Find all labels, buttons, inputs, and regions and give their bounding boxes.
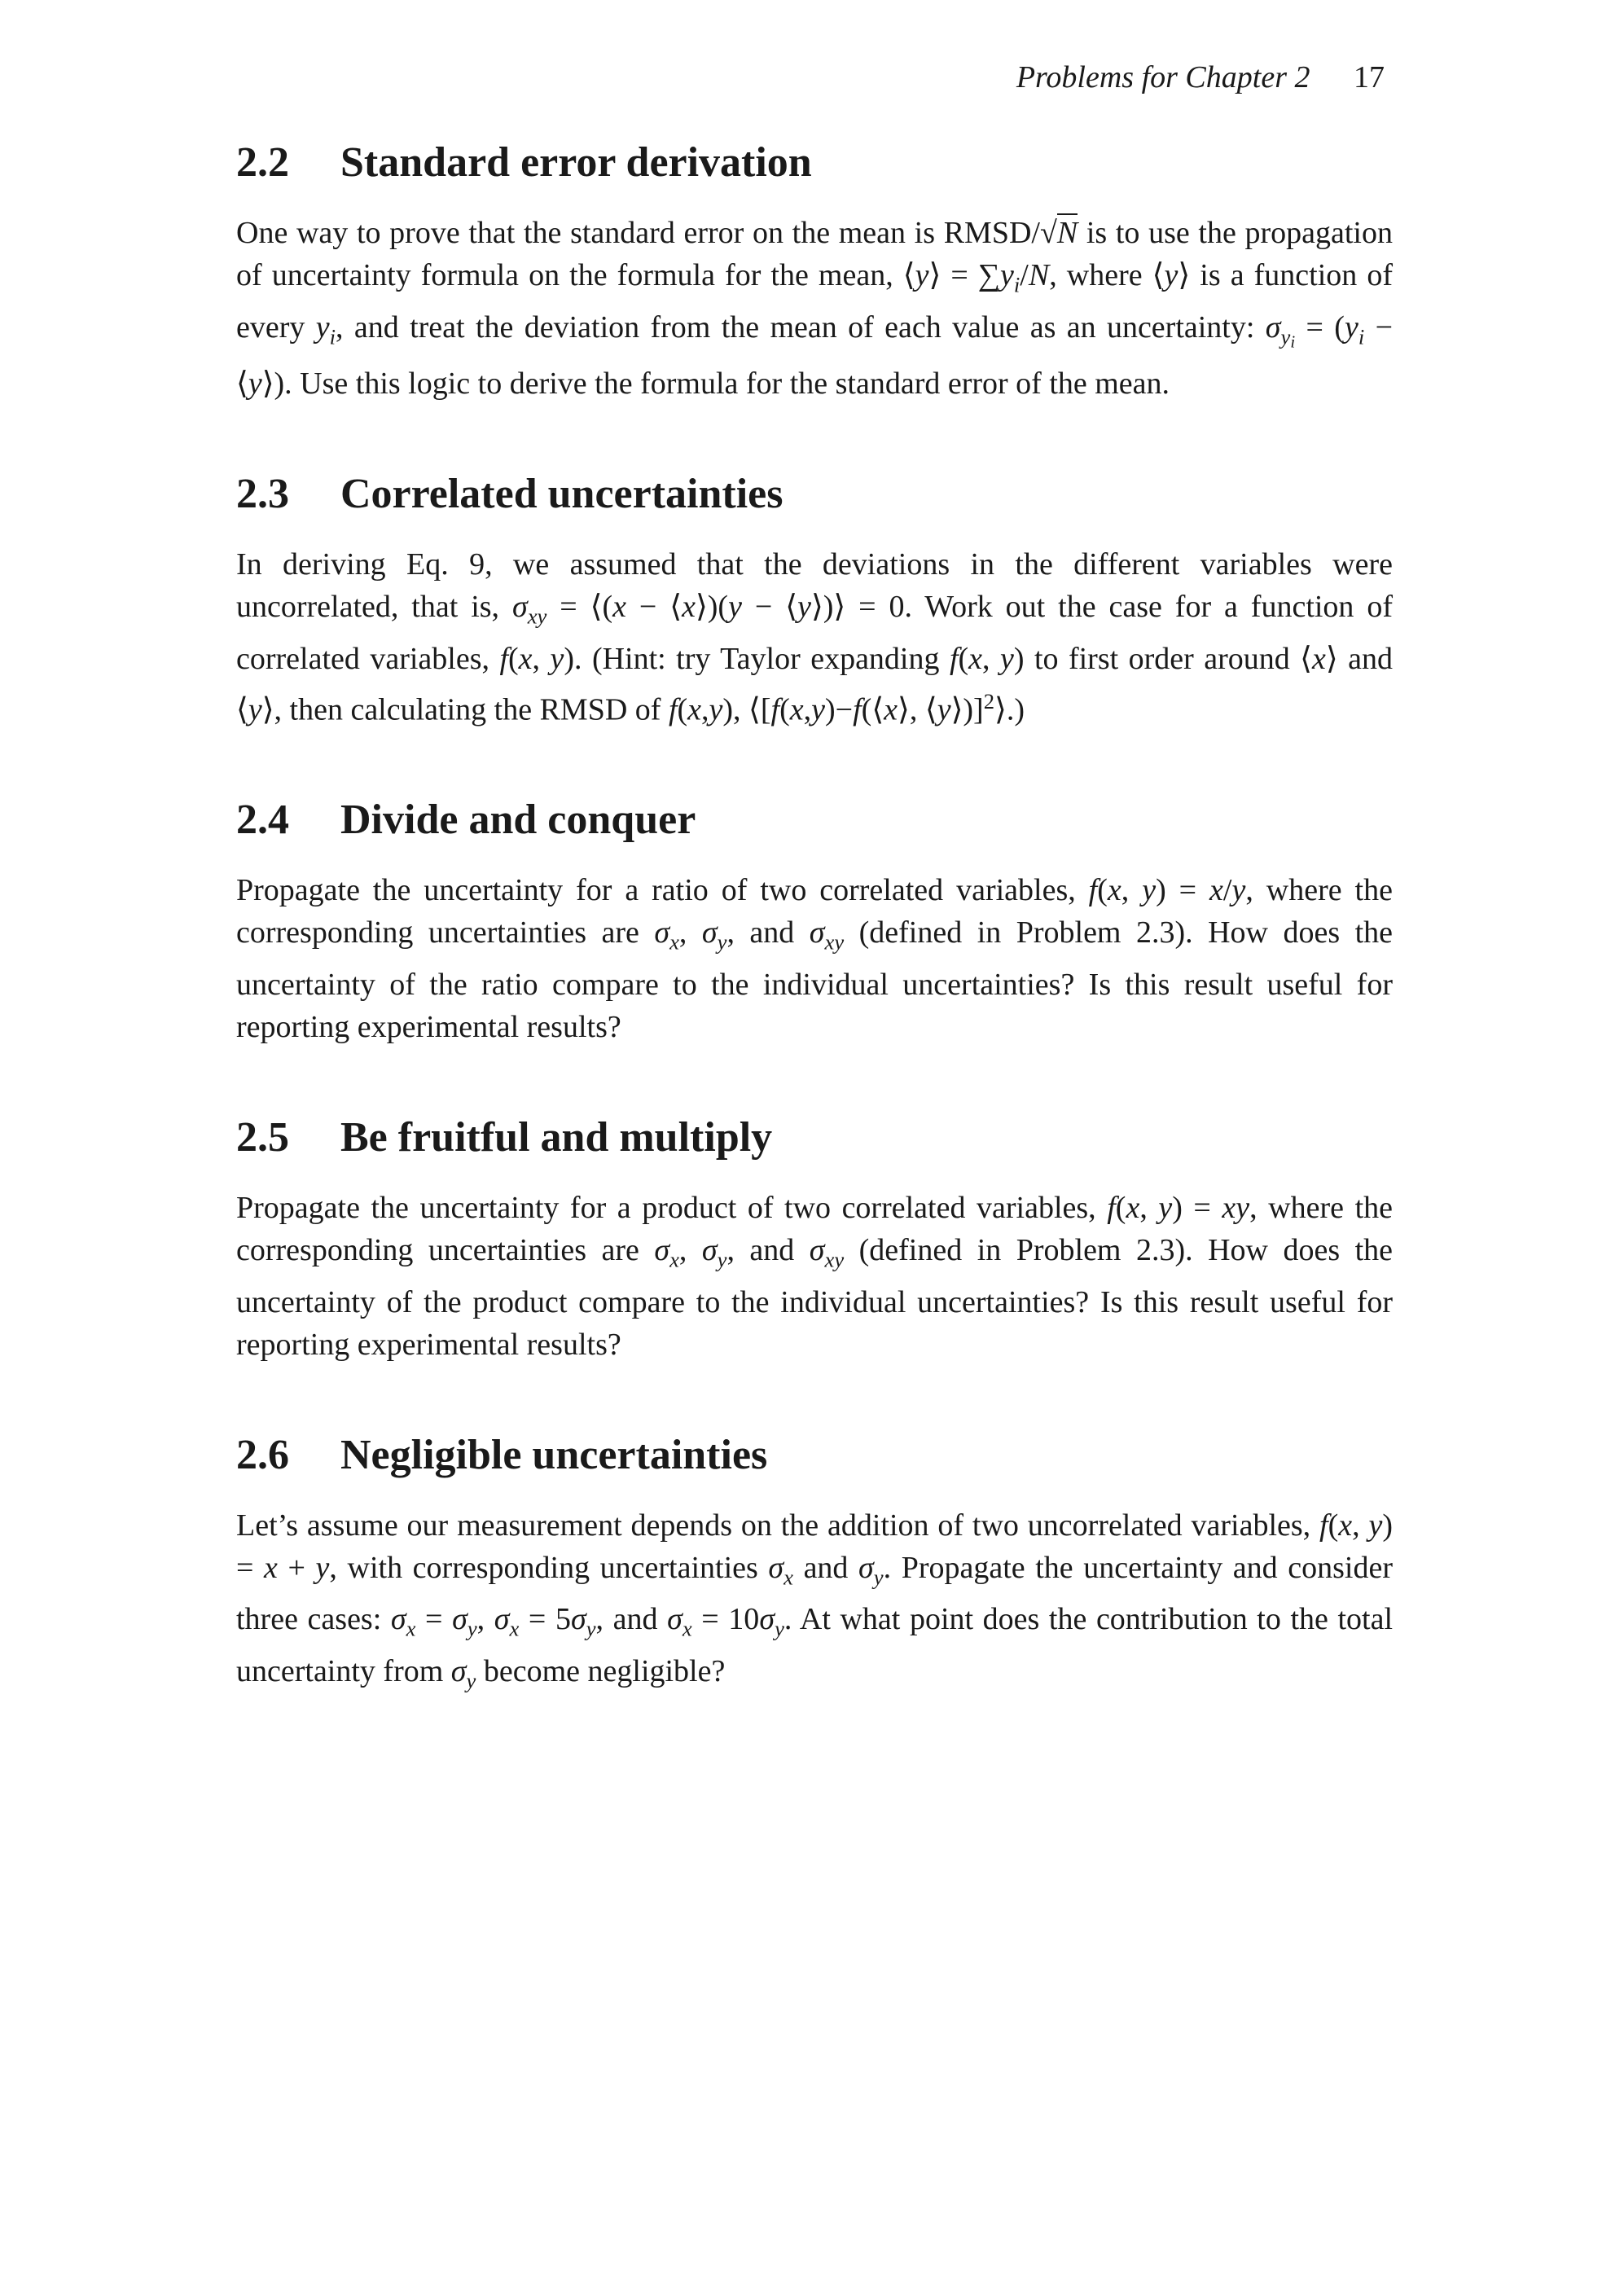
text-run: (: [1115, 1190, 1126, 1225]
math-symbol: y: [728, 590, 742, 625]
running-head: [1016, 59, 1385, 96]
page-number: 17: [1354, 60, 1385, 94]
math-symbol: σ: [768, 1550, 784, 1585]
math-symbol: x: [264, 1550, 278, 1585]
math-symbol: y: [1000, 258, 1014, 292]
math-subscript: xy: [824, 929, 845, 955]
section-title: Standard error derivation: [340, 139, 812, 186]
problem-section: [236, 137, 1393, 405]
text-run: ⟩ is a function of every: [236, 258, 1394, 345]
math-subscript: y: [873, 1565, 884, 1590]
text-run: (: [1328, 1508, 1339, 1543]
math-symbol: y: [315, 1550, 330, 1585]
math-symbol: x: [518, 641, 533, 676]
text-run: ,: [1121, 873, 1143, 908]
section-number: 2.4: [236, 797, 289, 844]
math-symbol: y: [709, 692, 723, 727]
math-symbol: σ: [701, 915, 718, 950]
math-subscript: i: [329, 324, 336, 349]
text-run: ⟩). Use this logic to derive the formula for the standard error of the mean.: [261, 367, 1170, 402]
text-run: ⟩)(: [695, 590, 729, 625]
section-heading: [236, 1429, 1393, 1482]
text-run: , where the corresponding uncertainties are: [236, 1190, 1394, 1267]
math-symbol: f: [770, 692, 780, 727]
math-symbol: x: [1126, 1190, 1140, 1225]
math-symbol: y: [315, 309, 330, 345]
text-run: , and: [726, 915, 810, 950]
text-run: ) =: [1172, 1190, 1222, 1225]
section-number: 2.6: [236, 1431, 289, 1478]
text-run: =: [415, 1602, 453, 1637]
section-number: 2.5: [236, 1113, 289, 1161]
math-subscript: y: [717, 929, 727, 955]
text-run: (: [779, 692, 790, 727]
text-run: ⟩, then calculating the RMSD of: [261, 692, 669, 727]
math-symbol: σ: [450, 1653, 467, 1688]
text-run: ⟩.): [994, 692, 1025, 727]
math-subscript: x: [509, 1616, 520, 1641]
text-run: (: [677, 692, 688, 727]
math-symbol: y: [1164, 258, 1178, 292]
text-run: ⟩ and ⟨: [236, 641, 1394, 727]
math-symbol: y: [1344, 309, 1358, 345]
text-run: (defined in Problem 2.3). How does the uncertainty of the product compare to the individual uncertainties? Is this result useful for reporting experimental results?: [236, 1232, 1394, 1362]
section-heading: [236, 137, 1393, 189]
math-symbol: y: [1142, 873, 1157, 908]
section-body: [236, 1504, 1393, 1702]
math-subscript: y: [466, 1668, 476, 1693]
math-subscript: y: [717, 1247, 727, 1272]
text-run: and: [792, 1550, 859, 1585]
text-run: Propagate the uncertainty for a product of two correlated variables,: [236, 1190, 1108, 1225]
text-run: , and: [595, 1602, 668, 1637]
text-run: ⟩ = ∑: [928, 258, 1000, 292]
math-symbol: y: [248, 367, 262, 402]
text-run: − ⟨: [236, 309, 1394, 402]
math-symbol: x: [687, 692, 702, 727]
math-symbol: xy: [1222, 1190, 1250, 1225]
text-run: , with corresponding uncertainties: [329, 1550, 769, 1585]
text-run: ⟩, ⟨: [898, 692, 937, 727]
math-symbol: σ: [701, 1232, 718, 1267]
math-symbol: σ: [570, 1602, 586, 1637]
math-symbol: σ: [654, 1232, 670, 1267]
text-run: ,: [701, 692, 709, 727]
text-run: = (: [1295, 309, 1345, 345]
math-subscript: y: [586, 1616, 596, 1641]
problem-section: [236, 468, 1393, 731]
text-run: (: [508, 641, 519, 676]
text-run: ), ⟨[: [722, 692, 771, 727]
text-run: In deriving Eq. 9, we assumed that the deviations in the different variables were uncorrelated, that is,: [236, 547, 1393, 625]
math-symbol: x: [612, 590, 626, 625]
math-symbol: σ: [759, 1602, 775, 1637]
problem-section: [236, 794, 1393, 1048]
math-symbol: σ: [452, 1602, 467, 1637]
text-run: . Propagate the uncertainty and consider three cases:: [236, 1550, 1393, 1637]
math-subscript: x: [669, 929, 679, 955]
text-run: ) =: [236, 1508, 1394, 1585]
math-symbol: σ: [667, 1602, 683, 1637]
math-subscript: xy: [824, 1247, 845, 1272]
text-run: become negligible?: [476, 1653, 726, 1688]
math-symbol: x: [968, 641, 983, 676]
text-run: ⟩)⟩ = 0. Work out the case for a function of correlated variables,: [236, 590, 1394, 676]
math-symbol: x: [682, 590, 696, 625]
text-run: One way to prove that the standard error on the mean is RMSD/√: [236, 216, 1057, 250]
math-symbol: y: [1158, 1190, 1173, 1225]
text-run: /: [1222, 873, 1232, 908]
text-run: Let’s assume our measurement depends on the addition of two uncorrelated variables,: [236, 1508, 1320, 1543]
text-run: ) =: [1156, 873, 1210, 908]
math-symbol: x: [884, 692, 898, 727]
text-run: ) to first order around ⟨: [1013, 641, 1313, 676]
text-run: (: [958, 641, 969, 676]
text-run: (defined in Problem 2.3). How does the uncertainty of the ratio compare to the individual uncertainties? Is this result useful for reporting experimental results?: [236, 915, 1394, 1044]
text-run: (⟨: [861, 692, 884, 727]
text-run: = ⟨(: [546, 590, 613, 625]
math-radicand: N: [1057, 213, 1078, 250]
math-symbol: x: [1312, 641, 1326, 676]
section-title: Correlated uncertainties: [340, 471, 783, 518]
text-run: ,: [803, 692, 812, 727]
math-subscript: x: [783, 1565, 793, 1590]
text-run: ,: [678, 1232, 702, 1267]
math-symbol: σ: [390, 1602, 406, 1637]
math-subscript: y: [467, 1616, 477, 1641]
section-heading: [236, 468, 1393, 520]
section-body: [236, 543, 1393, 731]
text-run: Propagate the uncertainty for a ratio of two correlated variables,: [236, 873, 1089, 908]
running-head-chapter: Problems for Chapter 2: [1016, 60, 1310, 94]
text-run: (: [1097, 873, 1108, 908]
section-number: 2.3: [236, 471, 289, 518]
text-run: , where ⟨: [1049, 258, 1165, 292]
math-symbol: y: [915, 258, 929, 292]
math-symbol: f: [1088, 873, 1098, 908]
math-symbol: f: [1319, 1508, 1328, 1543]
math-symbol: y: [248, 692, 262, 727]
section-heading: [236, 1112, 1393, 1164]
math-symbol: f: [499, 641, 508, 676]
section-title: Divide and conquer: [340, 797, 696, 844]
math-symbol: y: [999, 641, 1014, 676]
math-symbol: y: [937, 692, 951, 727]
math-symbol: y: [1231, 873, 1246, 908]
math-subscript: x: [669, 1247, 679, 1272]
math-symbol: σ: [494, 1602, 510, 1637]
section-heading: [236, 794, 1393, 846]
text-run: − ⟨: [741, 590, 798, 625]
text-run: ). (Hint: try Taylor expanding: [564, 641, 950, 676]
section-title: Negligible uncertainties: [340, 1431, 768, 1478]
math-symbol: x: [1107, 873, 1121, 908]
math-symbol: σ: [809, 1232, 825, 1267]
text-run: ,: [1352, 1508, 1369, 1543]
math-symbol: y: [550, 641, 564, 676]
math-symbol: σ: [511, 590, 528, 625]
text-run: ,: [532, 641, 551, 676]
math-symbol: y: [1368, 1508, 1383, 1543]
text-run: = 5: [519, 1602, 571, 1637]
math-subscript: xy: [527, 604, 547, 629]
math-subscript: y: [775, 1616, 784, 1641]
section-title: Be fruitful and multiply: [340, 1113, 773, 1161]
math-symbol: f: [668, 692, 678, 727]
math-symbol: f: [1107, 1190, 1116, 1225]
math-symbol: y: [797, 590, 811, 625]
text-run: is to use the propagation of uncertainty formula on the formula for the mean, ⟨: [236, 216, 1393, 292]
text-run: ,: [982, 641, 1000, 676]
text-run: +: [277, 1550, 316, 1585]
math-symbol: σ: [654, 915, 670, 950]
math-subscript: x: [682, 1616, 692, 1641]
problem-list: [236, 137, 1393, 1765]
math-symbol: y: [811, 692, 826, 727]
section-body: [236, 869, 1393, 1048]
math-symbol: f: [949, 641, 959, 676]
section-number: 2.2: [236, 139, 289, 186]
text-run: /: [1020, 258, 1029, 292]
text-run: = 10: [691, 1602, 760, 1637]
math-symbol: x: [1338, 1508, 1353, 1543]
math-subscript: i: [1013, 272, 1020, 297]
text-run: , and: [726, 1232, 810, 1267]
text-run: , where the corresponding uncertainties are: [236, 873, 1393, 950]
math-symbol: x: [1209, 873, 1223, 908]
text-run: , and treat the deviation from the mean of each value as an uncertainty:: [336, 309, 1266, 345]
math-subscript: y: [1280, 324, 1291, 349]
math-subscript: i: [1358, 324, 1365, 349]
text-run: ,: [476, 1602, 494, 1637]
problem-section: [236, 1429, 1393, 1702]
math-sub-subscript: i: [1290, 331, 1296, 352]
math-superscript: 2: [983, 688, 994, 713]
section-body: [236, 212, 1393, 405]
math-symbol: σ: [858, 1550, 874, 1585]
text-run: . At what point does the contribution to the total uncertainty from: [236, 1602, 1394, 1688]
math-symbol: N: [1028, 258, 1050, 292]
math-symbol: x: [789, 692, 804, 727]
text-run: )−: [825, 692, 854, 727]
math-symbol: f: [853, 692, 862, 727]
math-symbol: σ: [809, 915, 825, 950]
section-body: [236, 1187, 1393, 1366]
text-run: ,: [1139, 1190, 1159, 1225]
problem-section: [236, 1112, 1393, 1366]
math-symbol: σ: [1265, 309, 1281, 345]
math-subscript: x: [406, 1616, 416, 1641]
text-run: − ⟨: [625, 590, 683, 625]
text-run: ⟩)]: [950, 692, 984, 727]
text-run: ,: [678, 915, 702, 950]
